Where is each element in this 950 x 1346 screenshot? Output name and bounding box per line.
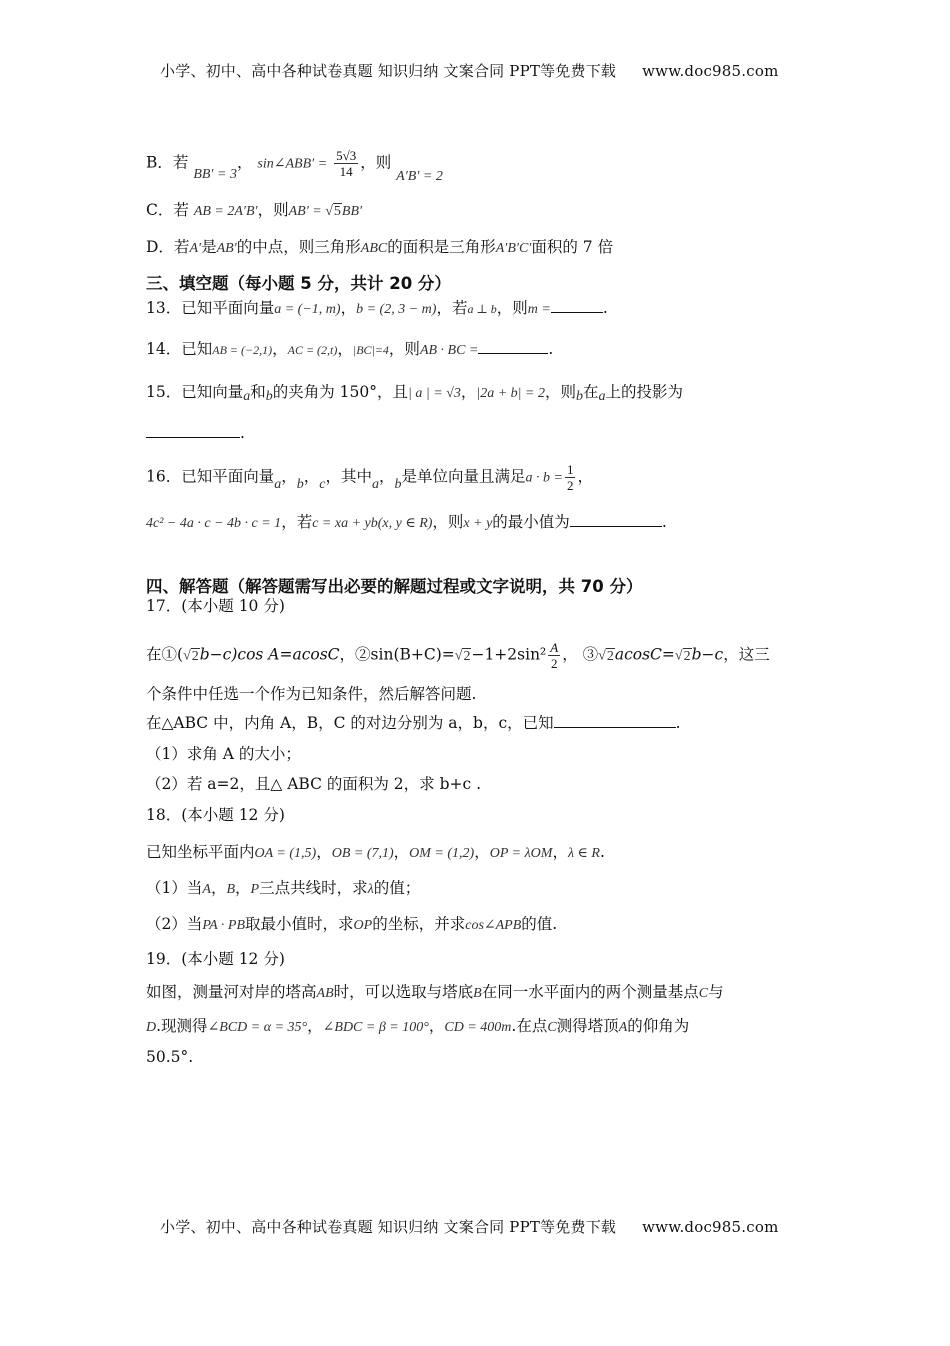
q19-l2i: C [547,1020,557,1035]
q13-end: . [602,299,608,317]
q19-l2h: .在点 [511,1017,548,1035]
header-site-link[interactable]: www.doc985.com [642,62,779,80]
q16-g: ，其中 [325,467,372,486]
q19-l1c: 时，可以选取与塔底 [333,983,474,1001]
option-c-then: ，则 [257,201,289,219]
q13-e: ，若 [436,299,468,317]
q15-h: |2a + b| = 2 [476,386,545,401]
q15-k: 在 [582,383,599,401]
q19-l1b: AB [316,986,334,1001]
q18-p1g: 三点共线时，求 [259,879,368,897]
q19-l2j: 测得塔顶 [556,1017,619,1035]
q18-p2c: 取最小值时，求 [245,915,354,933]
option-d-p2: 是 [201,238,217,256]
q19-line1 [146,982,724,1004]
q17-c3c: ，这三 [723,645,770,664]
q19-head: 19．(本小题 12 分) [146,950,285,968]
q17-part1: （1）求角 A 的大小； [146,745,301,763]
q16-frac-num: 1 [566,462,574,477]
q16-b: a [274,476,282,492]
q18-b: OA = (1,5) [254,846,317,861]
q18-p1c: ， [210,879,227,897]
option-d-p8: 面积的 7 倍 [531,238,614,256]
q15-j: b [575,389,583,404]
question-15-answer [146,423,245,443]
q13-answer-blank [551,298,603,313]
q18-a: 已知坐标平面内 [146,843,255,861]
q18-p2b: PA · PB [202,918,246,933]
q14-end: . [548,340,554,358]
q16-answer-blank [570,512,662,527]
q16-end: . [661,513,667,531]
q18-p1d: B [226,882,236,897]
q19-l1f: C [698,986,709,1001]
option-b-label: B．若 [146,153,189,172]
page-header [160,60,800,81]
q17-c2-fraction [548,640,560,671]
q15-end: . [240,424,245,442]
option-c-result-rhs: BB′ [341,204,363,219]
q17-sep1: ，② [339,645,371,664]
q18-f: OM = (1,2) [409,846,475,861]
option-c-label: C．若 [146,201,189,219]
q14-c: ， [272,340,288,358]
footer-text: 小学、初中、高中各种试卷真题 知识归纳 文案合同 PPT等免费下载 [160,1218,617,1236]
q18-p2a: （2）当 [146,915,203,933]
q16-d: b [296,476,304,492]
option-d-p6: 的面积是三角形 [387,238,496,256]
q17-c3-rad1: 2 [606,648,614,664]
option-d-p4: 的中点，则三角形 [236,238,361,256]
q16-o: ，若 [281,513,313,531]
q13-h: m = [527,302,551,317]
option-c-result-lhs: AB′ = [288,204,326,219]
option-d-p7: A′B′C′ [495,241,532,256]
q19-line3: 50.5°. [146,1048,194,1066]
q13-g: ，则 [496,299,528,317]
q13-d: b = (2, 3 − m) [356,302,437,317]
q16-q: ，则 [432,513,464,531]
question-16 [146,462,593,493]
q15-l: a [598,389,606,404]
q16-r: x + y [463,516,493,531]
q13-c: ， [340,299,357,317]
option-c: C．若 AB = 2A′B′，则AB′ = √5BB′ [146,201,363,219]
q19-l2c: ∠BCD = α = 35° [207,1020,308,1035]
q19-l2b: .现测得 [156,1017,208,1035]
option-d-p5: ABC [360,241,388,256]
q16-k: 是单位向量且满足 [401,467,526,486]
q17-line3 [146,713,681,733]
q19-l2f: ， [428,1017,445,1035]
q14-f: |BC|=4 [352,343,389,357]
q19-l2l: 的仰角为 [627,1017,690,1035]
q19-l2k: A [618,1020,628,1035]
q17-line3-text: 在△ABC 中，内角 A，B，C 的对边分别为 a，b，c，已知 [146,714,554,732]
q16-n: 4c² − 4a · c − 4b · c = 1 [146,516,282,531]
q17-answer-blank [554,713,676,728]
option-d-p3: AB′ [216,241,237,256]
q18-p2g: 的值. [521,915,558,933]
q15-m: 上的投影为 [605,383,683,401]
q15-f: | a | = √3 [408,386,461,401]
q18-k: . [599,843,605,861]
section-4-title: 四、解答题（解答题需写出必要的解题过程或文字说明，共 70 分） [146,577,643,596]
q16-p: c = xa + yb(x, y ∈ R) [312,516,433,531]
q16-c: ， [281,467,297,486]
q17-conditions: 在①(√2b−c)cos A=acosC，②sin(B+C)=√2−1+2sin² $\frac{A}{2}$ ， ③√2acosC=√2b−c，这三 [146,640,770,671]
q18-i: ， [552,843,568,861]
option-c-result-rad: 5 [333,204,341,219]
q18-part2 [146,914,557,936]
q19-l2e: ∠BDC = β = 100° [322,1020,429,1035]
q19-l2d: ， [307,1017,323,1035]
q19-l2a: D [146,1020,157,1035]
q16-j: b [394,476,402,492]
q16-frac-den: 2 [566,478,574,493]
q18-e: ， [393,843,410,861]
section-3-title: 三、填空题（每小题 5 分，共计 20 分） [146,274,451,293]
q18-p1b: A [202,882,211,897]
q17-c3b: b−c [691,645,724,664]
option-b-then: ，则 [360,153,392,172]
question-16-line2 [146,512,667,534]
q14-h: AB · BC = [419,343,479,358]
q16-i: ， [379,467,395,486]
q15-b: a [243,389,251,404]
q17-line2: 个条件中任选一个作为已知条件，然后解答问题. [146,685,477,703]
question-13 [146,298,608,320]
q17-c3-rad2: 2 [683,648,691,664]
q15-answer-blank [146,423,240,438]
q18-p1f: P [250,882,260,897]
q13-f: a ⊥ b [467,302,497,316]
q16-e: ， [303,467,320,486]
q17-c2-rad: 2 [463,648,471,664]
q17-c2b: −1+2sin² [471,645,547,664]
footer-site-link[interactable]: www.doc985.com [642,1218,779,1236]
q15-c: 和 [250,383,266,401]
option-d-label: D．若 [146,238,190,256]
q18-h: OP = λOM [489,846,553,861]
option-b: B．若 BB′ = 3， sin∠ABB′ = $\frac{5√3}{14}$ ，则 A′B′ = 2 [146,148,443,184]
option-b-cond: BB′ = 3 [193,166,237,182]
q18-g: ， [474,843,490,861]
q17-c1-rad: 2 [191,648,199,664]
option-b-frac-den: 14 [339,164,353,179]
q18-head: 18．(本小题 12 分) [146,806,285,824]
q15-i: ，则 [544,383,576,401]
q18-d: OB = (7,1) [331,846,394,861]
q18-c: ， [316,843,332,861]
q19-l2g: CD = 400m [444,1020,512,1035]
q13-a: 13．已知平面向量 [146,299,275,317]
q17-c1b: b−c)cos A=acosC [199,645,340,664]
q16-fraction [565,462,576,493]
q19-line2 [146,1016,689,1038]
q13-b: a = (−1, m) [274,302,341,317]
question-14 [146,339,553,361]
q15-d: b [265,389,273,404]
q18-p1h: λ [367,882,374,897]
q14-answer-blank [478,339,548,354]
q14-d: AC = (2,t) [287,343,338,357]
question-15 [146,382,683,404]
q18-p1a: （1）当 [146,879,203,897]
q16-m: ， [577,467,593,486]
q17-c2-frac-den: 2 [550,656,558,671]
option-c-cond: AB = 2A′B′ [193,204,258,219]
q17-head: 17．(本小题 10 分) [146,597,285,615]
q17-sep2: ， ③ [562,645,599,664]
q14-e: ， [337,340,353,358]
q19-l1a: 如图，测量河对岸的塔高 [146,983,317,1001]
page-footer [160,1216,800,1237]
q19-l1g: 与 [708,983,724,1001]
q17-part2: （2）若 a=2，且△ ABC 的面积为 2，求 b+c . [146,775,482,793]
q19-l1e: 在同一水平面内的两个测量基点 [481,983,699,1001]
q17-c3a: acosC= [614,645,675,664]
q18-p1e: ， [235,879,251,897]
q16-l: a · b = [525,470,563,486]
q19-l1d: B [473,986,482,1001]
header-text: 小学、初中、高中各种试卷真题 知识归纳 文案合同 PPT等免费下载 [160,62,617,80]
q16-a: 16．已知平面向量 [146,467,275,486]
q14-g: ，则 [388,340,420,358]
q17-c2-frac-num: A [550,640,559,655]
q17-line3-end: . [675,714,681,732]
q17-c1a: 在①( [146,645,184,664]
q14-b: AB = (−2,1) [212,343,273,357]
option-b-fraction [334,148,358,179]
option-d [146,237,613,259]
option-d-p1: A′ [189,241,202,256]
q17-c2a: sin(B+C)= [370,645,455,664]
q15-a: 15．已知向量 [146,383,244,401]
q15-e: 的夹角为 150°，且 [272,383,409,401]
option-b-result: A′B′ = 2 [396,168,443,184]
q18-p1i: 的值； [373,879,421,897]
q14-a: 14．已知 [146,340,213,358]
q18-p2e: 的坐标，并求 [372,915,466,933]
q18-statement [146,842,605,864]
q18-p2d: OP [353,918,373,933]
option-b-sin: sin∠ABB′ = [257,156,328,172]
q16-h: a [372,476,379,492]
q16-f: c [319,476,326,492]
q18-j: λ ∈ R [567,846,600,861]
q16-s: 的最小值为 [492,513,570,531]
q15-g: ， [460,383,477,401]
q18-p2f: cos∠APB [465,918,522,933]
q18-part1 [146,878,420,900]
option-b-frac-num: 5√3 [336,148,357,163]
